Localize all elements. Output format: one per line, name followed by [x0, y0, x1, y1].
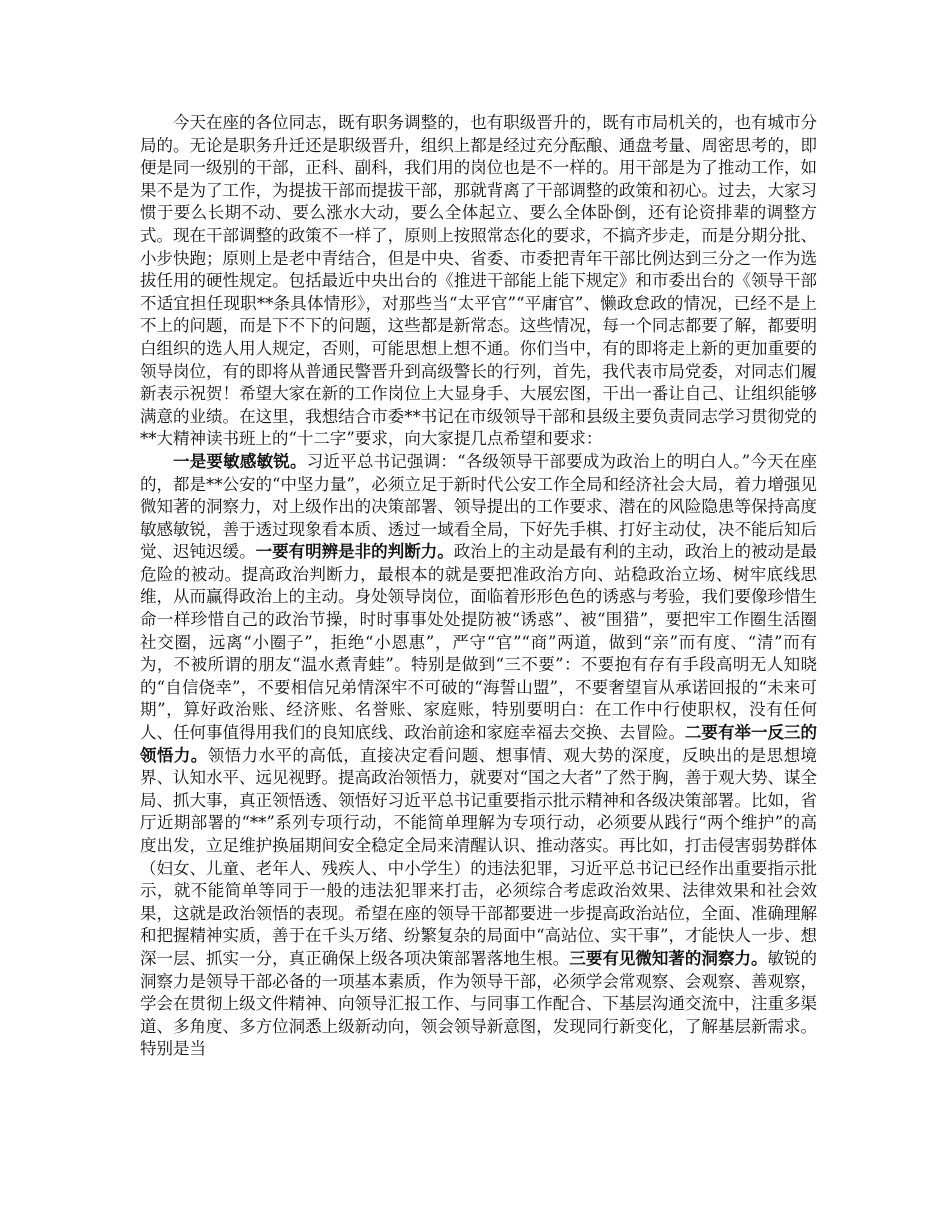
document-body: [140, 112, 817, 1061]
paragraph-requirements: [140, 451, 817, 1061]
heading-insight: 三要有见微知著的洞察力。: [569, 948, 768, 968]
paragraph-text: 敏锐的洞察力是领导干部必备的一项基本素质，作为领导干部，必须学会常观察、会观察、善观察，学会在贯彻上级文件精神、向领导汇报工作、与同事工作配合、下基层沟通交流中，注重多渠道、多角度、多方位洞悉上级新动向，领会领导新意图，发现同行新变化，了解基层新需求。特别是当: [140, 948, 818, 1059]
paragraph-intro: 今天在座的各位同志，既有职务调整的，也有职级晋升的，既有市局机关的，也有城市分局的。无论是职务升迁还是职级晋升，组织上都是经过充分酝酿、通盘考量、周密思考的，即便是同一级别的干部，正科、副科，我们用的岗位也是不一样的。用干部是为了推动工作，如果不是为了工作，为提拔干部而提拔干部，那就背离了干部调整的政策和初心。过去，大家习惯于要么长期不动、要么涨水大动，要么全体起立、要么全体卧倒，还有论资排辈的调整方式。现在干部调整的政策不一样了，原则上按照常态化的要求，不搞齐步走，而是分期分批、小步快跑；原则上是老中青结合，但是中央、省委、市委把青年干部比例达到三分之一作为选拔任用的硬性规定。包括最近中央出台的《推进干部能上能下规定》和市委出台的《领导干部不适宜担任现职**条具体情形》，对那些当“太平官”“平庸官”、懒政怠政的情况，已经不是上不上的问题，而是下不下的问题，这些都是新常态。这些情况，每一个同志都要了解，都要明白组织的选人用人规定，否则，可能思想上想不通。你们当中，有的即将走上新的更加重要的领导岗位，有的即将从普通民警晋升到高级警长的行列，首先，我代表市局党委，对同志们履新表示祝贺！希望大家在新的工作岗位上大显身手、大展宏图，干出一番让自己、让组织能够满意的业绩。在这里，我想结合市委**书记在市级领导干部和县级主要负责同志学习贯彻党的**大精神读书班上的“十二字”要求，向大家提几点希望和要求：: [140, 113, 817, 449]
paragraph-text: 习近平总书记强调：“各级领导干部要成为政治上的明白人。”今天在座的，都是**公安的“中坚力量”，必须立足于新时代公安工作全局和经济社会大局，着力增强见微知著的洞察力，对上级作出的决策部署、领导提出的工作要求、潜在的风险隐患等保持高度敏感敏锐，善于透过现象看本质、透过一域看全局，下好先手棋、打好主动仗，决不能后知后觉、迟钝迟缓。: [140, 451, 817, 562]
heading-comprehension: 二要有举一反三的领悟力。: [140, 723, 818, 765]
paragraph-text: 领悟力水平的高低，直接决定看问题、想事情、观大势的深度，反映出的是思想境界、认知水平、远见视野。提高政治领悟力，就要对“国之大者”了然于胸，善于观大势、谋全局、抓大事，真正领悟透、领悟好习近平总书记重要指示批示精神和各级决策部署。比如，省厅近期部署的“**”系列专项行动，不能简单理解为专项行动，必须要从践行“两个维护”的高度出发，立足维护换届期间安全稳定全局来清醒认识、推动落实。再比如，打击侵害弱势群体（妇女、儿童、老年人、残疾人、中小学生）的违法犯罪，习近平总书记已经作出重要指示批示，就不能简单等同于一般的违法犯罪来打击，必须综合考虑政治效果、法律效果和社会效果，这就是政治领悟的表现。希望在座的领导干部都要进一步提高政治站位，全面、准确理解和把握精神实质，善于在千头万绪、纷繁复杂的局面中“高站位、实干事”，才能快人一步、想深一层、抓实一分，真正确保上级各项决策部署落地生根。: [140, 745, 818, 968]
paragraph-text: 政治上的主动是最有利的主动，政治上的被动是最危险的被动。提高政治判断力，最根本的就是要把准政治方向、站稳政治立场、树牢底线思维，从而赢得政治上的主动。身处领导岗位，面临着形形色色的诱惑与考验，我们要像珍惜生命一样珍惜自己的政治节操，时时事事处处提防被“诱惑”、被“围猎”，要把牢工作圈生活圈社交圈，远离“小圈子”，拒绝“小恩惠”，严守“官”“商”两道，做到“亲”而有度、“清”而有为，不被所谓的朋友“温水煮青蛙”。特别是做到“三不要”：不要抱有存有手段高明无人知晓的“自信侥幸”，不要相信兄弟情深牢不可破的“海誓山盟”，不要奢望盲从承诺回报的“未来可期”，算好政治账、经济账、名誉账、家庭账，特别要明白：在工作中行使职权，没有任何人、任何事值得用我们的良知底线、政治前途和家庭幸福去交换、去冒险。: [140, 542, 818, 743]
heading-sensitive-sharp: 一是要敏感敏锐。: [173, 451, 307, 471]
heading-judgment: 一要有明辨是非的判断力。: [255, 542, 454, 562]
